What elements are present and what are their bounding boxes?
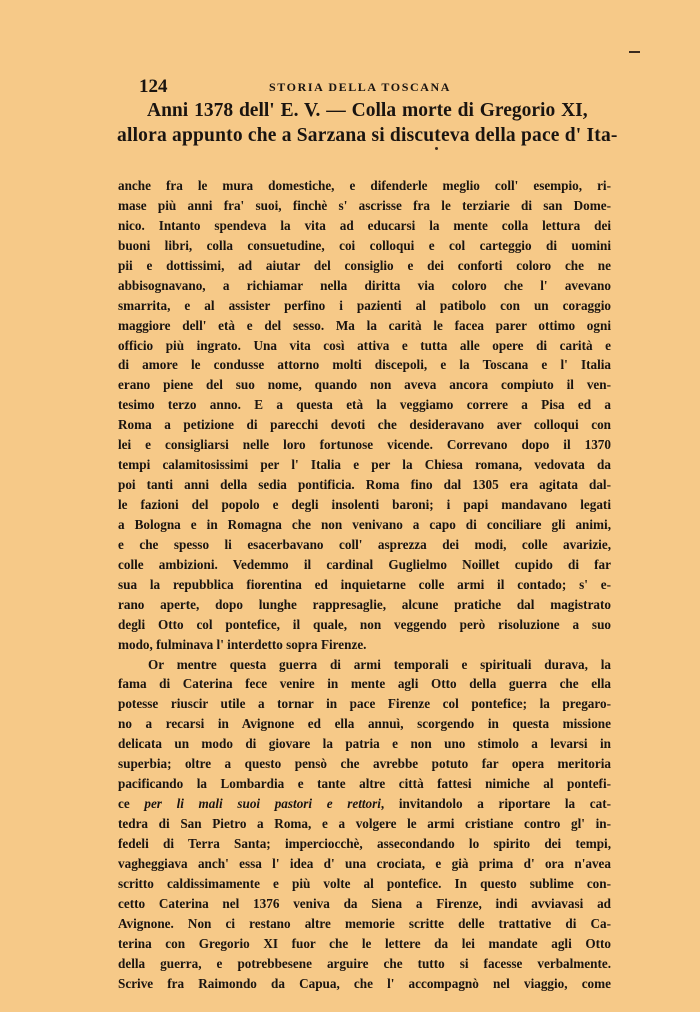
italic-quote: per li mali suoi pastori e rettori	[144, 796, 381, 812]
paragraph-start-line: Or mentre questa guerra di armi temporali e spirituali durava, la	[148, 656, 611, 672]
running-title: STORIA DELLA TOSCANA	[269, 80, 452, 94]
text-line: sua la repubblica fiorentina ed inquietarne colle armi il contado; s' e-	[118, 576, 611, 592]
text-line: di amore le condusse attorno molti discepoli, e la Toscana e l' Italia	[118, 357, 611, 373]
text-line: mase più anni fra' suoi, finchè s' ascrisse fra le terziarie di san Dome-	[118, 197, 611, 213]
text-line: degli Otto col pontefice, il quale, non veggendo però risoluzione a suo	[118, 616, 611, 632]
text-line: fama di Caterina fece venire in mente agli Otto della guerra che ella	[118, 676, 611, 692]
text-line: a Bologna e in Romagna che non venivano a capo di conciliare gli animi,	[118, 516, 611, 532]
text-line: pacificando la Lombardia e tante altre città fattesi nimiche al pontefi-	[118, 776, 611, 792]
text-line: superbia; oltre a questo pensò che avrebbe potuto far opera meritoria	[118, 756, 611, 772]
section-heading	[117, 98, 617, 148]
text-line: tedra di San Pietro a Roma, e a volgere le armi cristiane contro gl' in-	[118, 816, 611, 831]
text-line: pii e dottissimi, ad aiutar del consiglio e dei conforti coloro che ne	[118, 257, 611, 273]
body-text	[118, 176, 611, 993]
text-line: poi tanti anni della sedia pontificia. Roma fino dal 1305 era agitata dal-	[118, 477, 611, 493]
text-line: abbisognavano, a richiamar nella diritta via coloro che l' avevano	[118, 277, 611, 293]
text-line: e che spesso li esacerbavano coll' asprezza dei modi, colle avarizie,	[118, 536, 611, 552]
text-line-with-italic	[118, 794, 611, 814]
text-line: della guerra, e potrebbesene arguire che tutto si facesse verbalmente.	[118, 955, 611, 971]
text-line: anche fra le mura domestiche, e difenderle meglio coll' esempio, ri-	[118, 178, 611, 193]
text-line: Roma a petizione di parecchi devoti che desideravano aver colloqui con	[118, 417, 611, 433]
text-line: terina con Gregorio XI fuor che le lettere da lei mandate agli Otto	[118, 935, 611, 951]
text-line: officio più ingrato. Una vita così attiva e tutta alle opere di carità e	[118, 337, 611, 353]
text-line: lei e consigliarsi nelle loro fortunose vicende. Correvano dopo il 1370	[118, 437, 611, 453]
heading-line: allora appunto che a Sarzana si discuteva della pace d' Ita-	[117, 125, 618, 146]
ink-dot	[435, 147, 438, 150]
text-line: scritto caldissimamente e più volte al pontefice. In questo sublime con-	[118, 875, 611, 891]
text-line: fedeli di Terra Santa; imperciocchè, assecondando lo spirito dei tempi,	[118, 835, 611, 851]
text-fragment: , invitandolo a riportare la cat-	[380, 796, 611, 812]
text-line: Scrive fra Raimondo da Capua, che l' accompagnò nel viaggio, come	[118, 975, 611, 991]
text-line: tesimo terzo anno. E a questa età la veggiamo correre a Pisa ed a	[118, 397, 611, 413]
paragraph-end-line: modo, fulminava l' interdetto sopra Firenze.	[118, 636, 367, 652]
text-line: vagheggiava anch' essa l' idea d' una crociata, e già prima d' ora n'avea	[118, 855, 611, 871]
margin-mark	[629, 51, 640, 53]
text-line: colle ambizioni. Vedemmo il cardinal Guglielmo Noillet cupido di far	[118, 556, 611, 572]
text-line: erano piene del suo nome, quando non aveva ancora compiuto il ven-	[118, 377, 611, 393]
text-line: buoni libri, colla consuetudine, coi colloqui e col carteggio di uomini	[118, 237, 611, 253]
text-line: no a recarsi in Avignone ed ella annuì, scorgendo in questa missione	[118, 716, 611, 732]
text-line: tempi calamitosissimi per l' Italia e per la Chiesa romana, vedovata da	[118, 457, 611, 473]
text-line: cetto Caterina nel 1376 veniva da Siena a Firenze, indi avviavasi ad	[118, 895, 611, 911]
text-line: nico. Intanto spendeva la vita ad educarsi la mente colla lettura dei	[118, 217, 611, 233]
text-line: Avignone. Non ci restano altre memorie scritte delle trattative di Ca-	[118, 915, 611, 931]
heading-line: Anni 1378 dell' E. V. — Colla morte di Gregorio XI,	[147, 100, 588, 121]
text-line: potesse riuscir utile a tornar in pace Firenze col pontefice; la pregaro-	[118, 696, 611, 712]
text-line: maggiore dell' età e del sesso. Ma la carità le facea parer ottimo ogni	[118, 317, 611, 333]
text-line: delicata un modo di giovare la patria e non uno stimolo a levarsi in	[118, 736, 611, 752]
text-line: smarrita, e al assister perfino i pazienti al patibolo con un coraggio	[118, 297, 611, 313]
running-head	[139, 76, 609, 98]
text-line: rano aperte, dopo lunghe rappresaglie, alcune pratiche dal magistrato	[118, 596, 611, 612]
page-number: 124	[139, 76, 168, 97]
text-fragment: ce	[118, 796, 130, 812]
text-line: le fazioni del popolo e degli insolenti baroni; i papi mandavano legati	[118, 497, 611, 512]
